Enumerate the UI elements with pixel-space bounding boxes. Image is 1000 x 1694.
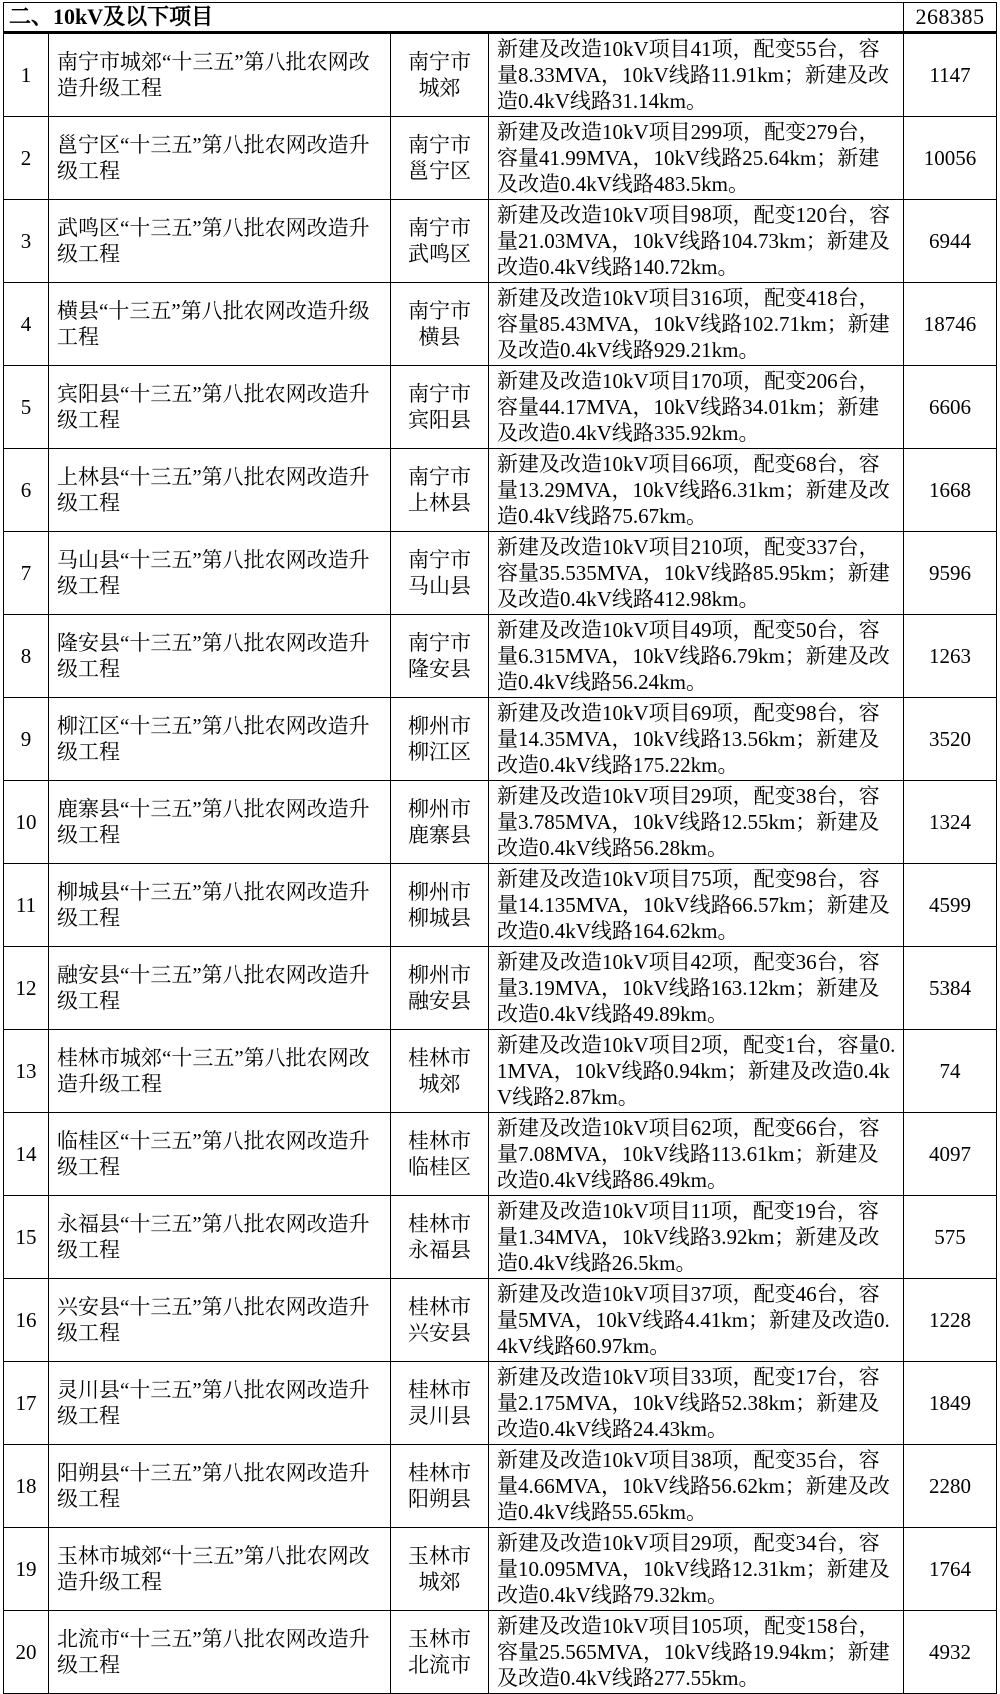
project-name-cell: 阳朔县“十三五”第八批农网改造升级工程 <box>49 1445 391 1528</box>
amount-cell: 10056 <box>904 117 997 200</box>
table-row <box>4 864 997 947</box>
row-number-cell: 20 <box>4 1611 49 1694</box>
location-city: 南宁市 <box>408 465 471 489</box>
location-cell <box>391 532 489 615</box>
table-row <box>4 615 997 698</box>
amount-cell: 9596 <box>904 532 997 615</box>
row-number-cell: 1 <box>4 33 49 117</box>
description-cell: 新建及改造10kV项目2项，配变1台，容量0.1MVA，10kV线路0.94km；新建及改造0.4kV线路2.87km。 <box>489 1030 904 1113</box>
description-cell: 新建及改造10kV项目41项，配变55台，容量8.33MVA，10kV线路11.91km；新建及改造0.4kV线路31.14km。 <box>489 33 904 117</box>
row-number-cell: 13 <box>4 1030 49 1113</box>
location-district: 柳江区 <box>408 740 471 764</box>
location-cell <box>391 698 489 781</box>
description-cell: 新建及改造10kV项目69项，配变98台，容量14.35MVA，10kV线路13.56km；新建及改造0.4kV线路175.22km。 <box>489 698 904 781</box>
table-row <box>4 449 997 532</box>
location-cell <box>391 117 489 200</box>
project-name-cell: 柳城县“十三五”第八批农网改造升级工程 <box>49 864 391 947</box>
location-city: 桂林市 <box>408 1295 471 1319</box>
table-row <box>4 1113 997 1196</box>
table-row <box>4 1030 997 1113</box>
location-district: 临桂区 <box>408 1155 471 1179</box>
location-district: 柳城县 <box>408 906 471 930</box>
row-number-cell: 4 <box>4 283 49 366</box>
row-number-cell: 11 <box>4 864 49 947</box>
description-cell: 新建及改造10kV项目49项，配变50台，容量6.315MVA，10kV线路6.79km；新建及改造0.4kV线路56.24km。 <box>489 615 904 698</box>
row-number-cell: 19 <box>4 1528 49 1611</box>
project-name-cell: 横县“十三五”第八批农网改造升级工程 <box>49 283 391 366</box>
location-district: 隆安县 <box>408 657 471 681</box>
location-district: 城郊 <box>418 1570 461 1594</box>
location-city: 桂林市 <box>408 1378 471 1402</box>
amount-cell: 575 <box>904 1196 997 1279</box>
table-row <box>4 1196 997 1279</box>
description-cell: 新建及改造10kV项目170项，配变206台，容量44.17MVA，10kV线路34.01km；新建及改造0.4kV线路335.92km。 <box>489 366 904 449</box>
project-name-cell: 南宁市城郊“十三五”第八批农网改造升级工程 <box>49 33 391 117</box>
location-city: 南宁市 <box>408 299 471 323</box>
row-number-cell: 16 <box>4 1279 49 1362</box>
location-city: 桂林市 <box>408 1129 471 1153</box>
description-cell: 新建及改造10kV项目98项，配变120台，容量21.03MVA，10kV线路104.73km；新建及改造0.4kV线路140.72km。 <box>489 200 904 283</box>
location-city: 桂林市 <box>408 1046 471 1070</box>
location-cell <box>391 864 489 947</box>
amount-cell: 1849 <box>904 1362 997 1445</box>
location-city: 南宁市 <box>408 631 471 655</box>
row-number-cell: 5 <box>4 366 49 449</box>
location-city: 南宁市 <box>408 50 471 74</box>
location-cell <box>391 1445 489 1528</box>
location-city: 南宁市 <box>408 133 471 157</box>
table-row <box>4 283 997 366</box>
location-district: 城郊 <box>418 1072 461 1096</box>
location-district: 上林县 <box>408 491 471 515</box>
table-row <box>4 1528 997 1611</box>
amount-cell: 1764 <box>904 1528 997 1611</box>
document-page <box>0 2 1000 1694</box>
amount-cell: 6944 <box>904 200 997 283</box>
amount-cell: 4599 <box>904 864 997 947</box>
row-number-cell: 8 <box>4 615 49 698</box>
location-cell <box>391 1362 489 1445</box>
table-body <box>4 33 997 1694</box>
table-row <box>4 1362 997 1445</box>
location-district: 北流市 <box>408 1653 471 1677</box>
location-city: 柳州市 <box>408 714 471 738</box>
location-district: 兴安县 <box>408 1321 471 1345</box>
project-name-cell: 玉林市城郊“十三五”第八批农网改造升级工程 <box>49 1528 391 1611</box>
row-number-cell: 2 <box>4 117 49 200</box>
amount-cell: 1324 <box>904 781 997 864</box>
section-header-row <box>4 3 997 33</box>
location-district: 永福县 <box>408 1238 471 1262</box>
location-district: 融安县 <box>408 989 471 1013</box>
table-row <box>4 33 997 117</box>
table-row <box>4 532 997 615</box>
location-city: 柳州市 <box>408 880 471 904</box>
location-cell <box>391 947 489 1030</box>
table-row <box>4 698 997 781</box>
location-cell <box>391 781 489 864</box>
description-cell: 新建及改造10kV项目33项，配变17台，容量2.175MVA，10kV线路52.38km；新建及改造0.4kV线路24.43km。 <box>489 1362 904 1445</box>
project-name-cell: 邕宁区“十三五”第八批农网改造升级工程 <box>49 117 391 200</box>
location-city: 柳州市 <box>408 797 471 821</box>
location-cell <box>391 1030 489 1113</box>
project-name-cell: 上林县“十三五”第八批农网改造升级工程 <box>49 449 391 532</box>
row-number-cell: 3 <box>4 200 49 283</box>
description-cell: 新建及改造10kV项目38项，配变35台，容量4.66MVA，10kV线路56.62km；新建及改造0.4kV线路55.65km。 <box>489 1445 904 1528</box>
table-row <box>4 1445 997 1528</box>
row-number-cell: 17 <box>4 1362 49 1445</box>
project-name-cell: 兴安县“十三五”第八批农网改造升级工程 <box>49 1279 391 1362</box>
row-number-cell: 9 <box>4 698 49 781</box>
row-number-cell: 7 <box>4 532 49 615</box>
location-city: 桂林市 <box>408 1461 471 1485</box>
location-city: 南宁市 <box>408 548 471 572</box>
location-district: 阳朔县 <box>408 1487 471 1511</box>
amount-cell: 1228 <box>904 1279 997 1362</box>
location-cell <box>391 283 489 366</box>
row-number-cell: 18 <box>4 1445 49 1528</box>
location-city: 玉林市 <box>408 1627 471 1651</box>
location-cell <box>391 1113 489 1196</box>
projects-table <box>3 2 997 1694</box>
location-district: 马山县 <box>408 574 471 598</box>
amount-cell: 4932 <box>904 1611 997 1694</box>
project-name-cell: 武鸣区“十三五”第八批农网改造升级工程 <box>49 200 391 283</box>
location-cell <box>391 1279 489 1362</box>
description-cell: 新建及改造10kV项目299项，配变279台，容量41.99MVA，10kV线路25.64km；新建及改造0.4kV线路483.5km。 <box>489 117 904 200</box>
location-city: 桂林市 <box>408 1212 471 1236</box>
description-cell: 新建及改造10kV项目105项，配变158台，容量25.565MVA，10kV线路19.94km；新建及改造0.4kV线路277.55km。 <box>489 1611 904 1694</box>
location-district: 灵川县 <box>408 1404 471 1428</box>
section-title: 二、10kV及以下项目 <box>4 3 904 33</box>
project-name-cell: 永福县“十三五”第八批农网改造升级工程 <box>49 1196 391 1279</box>
description-cell: 新建及改造10kV项目316项，配变418台，容量85.43MVA，10kV线路102.71km；新建及改造0.4kV线路929.21km。 <box>489 283 904 366</box>
project-name-cell: 隆安县“十三五”第八批农网改造升级工程 <box>49 615 391 698</box>
description-cell: 新建及改造10kV项目37项，配变46台，容量5MVA，10kV线路4.41km；新建及改造0.4kV线路60.97km。 <box>489 1279 904 1362</box>
description-cell: 新建及改造10kV项目62项，配变66台，容量7.08MVA，10kV线路113.61km；新建及改造0.4kV线路86.49km。 <box>489 1113 904 1196</box>
location-cell <box>391 1528 489 1611</box>
location-cell <box>391 1196 489 1279</box>
location-cell <box>391 33 489 117</box>
project-name-cell: 临桂区“十三五”第八批农网改造升级工程 <box>49 1113 391 1196</box>
project-name-cell: 宾阳县“十三五”第八批农网改造升级工程 <box>49 366 391 449</box>
location-district: 邕宁区 <box>408 159 471 183</box>
project-name-cell: 灵川县“十三五”第八批农网改造升级工程 <box>49 1362 391 1445</box>
amount-cell: 4097 <box>904 1113 997 1196</box>
location-cell <box>391 449 489 532</box>
row-number-cell: 12 <box>4 947 49 1030</box>
table-row <box>4 1611 997 1694</box>
project-name-cell: 融安县“十三五”第八批农网改造升级工程 <box>49 947 391 1030</box>
project-name-cell: 柳江区“十三五”第八批农网改造升级工程 <box>49 698 391 781</box>
description-cell: 新建及改造10kV项目66项，配变68台，容量13.29MVA，10kV线路6.31km；新建及改造0.4kV线路75.67km。 <box>489 449 904 532</box>
project-name-cell: 北流市“十三五”第八批农网改造升级工程 <box>49 1611 391 1694</box>
amount-cell: 2280 <box>904 1445 997 1528</box>
location-district: 鹿寨县 <box>408 823 471 847</box>
amount-cell: 3520 <box>904 698 997 781</box>
table-row <box>4 200 997 283</box>
location-cell <box>391 200 489 283</box>
location-city: 南宁市 <box>408 216 471 240</box>
table-row <box>4 947 997 1030</box>
table-row <box>4 1279 997 1362</box>
amount-cell: 18746 <box>904 283 997 366</box>
location-district: 武鸣区 <box>408 242 471 266</box>
location-district: 城郊 <box>418 76 461 100</box>
row-number-cell: 15 <box>4 1196 49 1279</box>
location-cell <box>391 366 489 449</box>
amount-cell: 5384 <box>904 947 997 1030</box>
amount-cell: 1147 <box>904 33 997 117</box>
amount-cell: 1668 <box>904 449 997 532</box>
description-cell: 新建及改造10kV项目75项，配变98台，容量14.135MVA，10kV线路66.57km；新建及改造0.4kV线路164.62km。 <box>489 864 904 947</box>
description-cell: 新建及改造10kV项目11项，配变19台，容量1.34MVA，10kV线路3.92km；新建及改造0.4kV线路26.5km。 <box>489 1196 904 1279</box>
table-row <box>4 117 997 200</box>
location-city: 柳州市 <box>408 963 471 987</box>
location-district: 宾阳县 <box>408 408 471 432</box>
section-total-value: 268385 <box>904 3 997 33</box>
description-cell: 新建及改造10kV项目210项，配变337台，容量35.535MVA，10kV线路85.95km；新建及改造0.4kV线路412.98km。 <box>489 532 904 615</box>
amount-cell: 6606 <box>904 366 997 449</box>
description-cell: 新建及改造10kV项目42项，配变36台，容量3.19MVA，10kV线路163.12km；新建及改造0.4kV线路49.89km。 <box>489 947 904 1030</box>
project-name-cell: 马山县“十三五”第八批农网改造升级工程 <box>49 532 391 615</box>
project-name-cell: 鹿寨县“十三五”第八批农网改造升级工程 <box>49 781 391 864</box>
row-number-cell: 10 <box>4 781 49 864</box>
row-number-cell: 14 <box>4 1113 49 1196</box>
amount-cell: 1263 <box>904 615 997 698</box>
description-cell: 新建及改造10kV项目29项，配变34台，容量10.095MVA，10kV线路12.31km；新建及改造0.4kV线路79.32km。 <box>489 1528 904 1611</box>
amount-cell: 74 <box>904 1030 997 1113</box>
location-cell <box>391 1611 489 1694</box>
row-number-cell: 6 <box>4 449 49 532</box>
description-cell: 新建及改造10kV项目29项，配变38台，容量3.785MVA，10kV线路12.55km；新建及改造0.4kV线路56.28km。 <box>489 781 904 864</box>
table-row <box>4 366 997 449</box>
location-city: 南宁市 <box>408 382 471 406</box>
table-row <box>4 781 997 864</box>
location-district: 横县 <box>418 325 461 349</box>
project-name-cell: 桂林市城郊“十三五”第八批农网改造升级工程 <box>49 1030 391 1113</box>
location-cell <box>391 615 489 698</box>
location-city: 玉林市 <box>408 1544 471 1568</box>
